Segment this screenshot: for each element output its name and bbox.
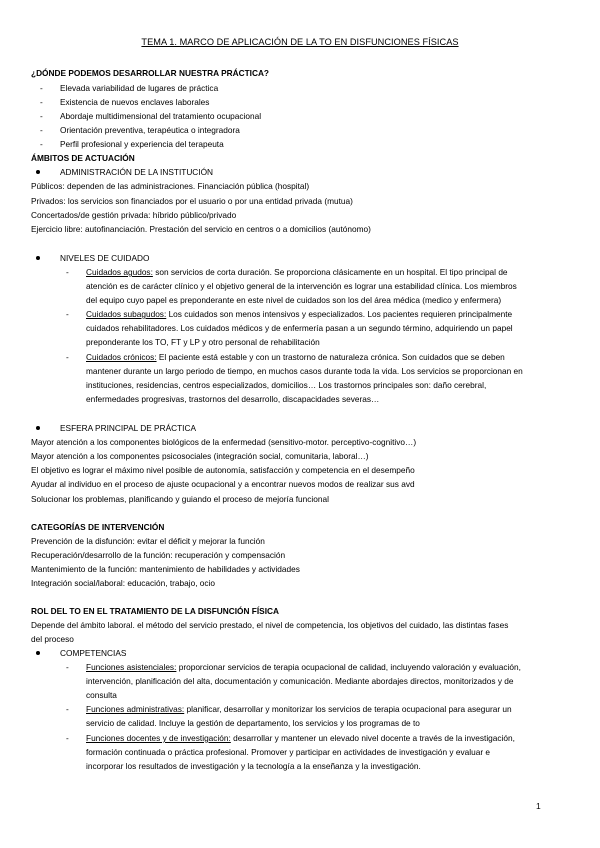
list-item-subagudos [86,309,512,320]
list-item: Perfil profesional y experiencia del terapeuta [60,139,224,149]
list-item-asistenciales [86,662,521,673]
dash-bullet: - [66,704,69,714]
dash-bullet: - [66,662,69,672]
text-run: Los cuidados son menos intensivos y especializados. Los pacientes requieren principalmente [166,309,513,319]
text-line: mantener durante un largo periodo de tiempo, en muchos casos durante toda la vida. Los servicios se proporcionan en [86,366,523,376]
text-line: atención es de carácter clínico y el objetivo general de la intervención es lograr una estabilidad clínica. Los miembros [86,281,517,291]
term-asistenciales: Funciones asistenciales: [86,662,177,672]
dash-bullet: - [66,733,69,743]
text-line: Integración social/laboral: educación, trabajo, ocio [31,578,216,588]
subheading-administracion: ADMINISTRACIÓN DE LA INSTITUCIÓN [60,167,214,177]
text-line: incorporar los resultados de investigación y la tecnología a la enseñanza y la investigación. [86,761,421,771]
round-bullet [36,651,40,655]
list-item: Abordaje multidimensional del tratamiento ocupacional [60,111,262,121]
text-line: del equipo cuyo papel es preponderante en este nivel de cuidados son los del área médica (medico y enfermera) [86,295,502,305]
section-heading-rol: ROL DEL TO EN EL TRATAMIENTO DE LA DISFUNCIÓN FÍSICA [31,606,279,616]
round-bullet [36,256,40,260]
text-run: son servicios de corta duración. Se proporciona clásicamente en un hospital. El tipo principal de [152,267,508,277]
dash-bullet: - [40,139,43,149]
dash-bullet: - [40,125,43,135]
list-item-administrativas [86,704,512,715]
text-line: enfermedades progresivas, trastornos del desarrollo, discapacidades severas… [86,394,380,404]
term-cronicos: Cuidados crónicos: [86,352,157,362]
subheading-esfera: ESFERA PRINCIPAL DE PRÁCTICA [60,423,197,433]
text-line: preponderante los TO, FT y LP y otro personal de rehabilitación [86,337,320,347]
page-number: 1 [536,801,541,811]
text-run: planificar, desarrollar y monitorizar los servicios de terapia ocupacional para asegurar un [184,704,512,714]
text-line: servicio de calidad. Incluye la gestión de departamento, los servicios y los programas de to [86,718,420,728]
round-bullet [36,426,40,430]
text-line: intervención, planificación del alta, documentación y comunicación. Mediante abordajes directos, monitorizados y de [86,676,514,686]
dash-bullet: - [66,267,69,277]
dash-bullet: - [40,83,43,93]
term-administrativas: Funciones administrativas: [86,704,185,714]
list-item: Existencia de nuevos enclaves laborales [60,97,210,107]
text-line: Concertados/de gestión privada: híbrido público/privado [31,210,237,220]
text-line: del proceso [31,634,74,644]
text-line: Mantenimiento de la función: mantenimiento de habilidades y actividades [31,564,300,574]
round-bullet [36,170,40,174]
document-title: TEMA 1. MARCO DE APLICACIÓN DE LA TO EN DISFUNCIONES FÍSICAS [141,37,459,47]
section-heading-ambitos: ÁMBITOS DE ACTUACIÓN [31,153,135,163]
list-item-agudos [86,267,508,278]
text-line: Ejercicio libre: autofinanciación. Prestación del servicio en centros o a domicilios (autónomo) [31,224,371,234]
subheading-niveles: NIVELES DE CUIDADO [60,253,150,263]
text-run: proporcionar servicios de terapia ocupacional de calidad, incluyendo valoración y evaluación, [176,662,521,672]
text-line: formación continuada o práctica profesional. Promover y participar en actividades de investigación y evaluar e [86,747,490,757]
text-line: Privados: los servicios son financiados por el usuario o por una entidad privada (mutua) [31,196,353,206]
text-line: Mayor atención a los componentes psicosociales (integración social, comunitaria, laboral…) [31,451,369,461]
text-line: Mayor atención a los componentes biológicos de la enfermedad (sensitivo-motor. perceptivo-cognitivo…) [31,437,417,447]
text-line: Depende del ámbito laboral. el método del servicio prestado, el nivel de competencia, los objetivos del cuidado, las distintas fases [31,620,509,630]
text-run: El paciente está estable y con un trastorno de naturaleza crónica. Son cuidados que se deben [156,352,505,362]
text-line: consulta [86,690,117,700]
term-agudos: Cuidados agudos: [86,267,153,277]
text-line: Prevención de la disfunción: evitar el déficit y mejorar la función [31,536,265,546]
text-line: Solucionar los problemas, planificando y guiando el proceso de mejoría funcional [31,494,329,504]
section-heading-practice: ¿DÓNDE PODEMOS DESARROLLAR NUESTRA PRÁCTICA? [31,68,270,78]
term-docentes: Funciones docentes y de investigación: [86,733,231,743]
dash-bullet: - [40,97,43,107]
text-line: Ayudar al individuo en el proceso de ajuste ocupacional y a encontrar nuevos modos de realizar sus avd [31,479,415,489]
dash-bullet: - [66,352,69,362]
text-line: instituciones, residencias, centros especializados, domicilios… Los trastornos principales son: daño cerebral, [86,380,487,390]
term-subagudos: Cuidados subagudos: [86,309,167,319]
text-line: Recuperación/desarrollo de la función: recuperación y compensación [31,550,286,560]
list-item: Elevada variabilidad de lugares de práctica [60,83,219,93]
dash-bullet: - [66,309,69,319]
text-line: El objetivo es lograr el máximo nivel posible de autonomía, satisfacción y competencia en el desempeño [31,465,415,475]
list-item-cronicos [86,352,505,363]
text-run: desarrollar y mantener un elevado nivel docente a través de la investigación, [230,733,515,743]
section-heading-categorias: CATEGORÍAS DE INTERVENCIÓN [31,522,165,532]
dash-bullet: - [40,111,43,121]
text-line: cuidados rehabilitadores. Los cuidados médicos y de enfermería pasan a un segundo término, adquiriendo un papel [86,323,513,333]
list-item: Orientación preventiva, terapéutica o integradora [60,125,240,135]
list-item-docentes [86,733,515,744]
text-line: Públicos: dependen de las administraciones. Financiación pública (hospital) [31,181,310,191]
subheading-competencias: COMPETENCIAS [60,648,127,658]
